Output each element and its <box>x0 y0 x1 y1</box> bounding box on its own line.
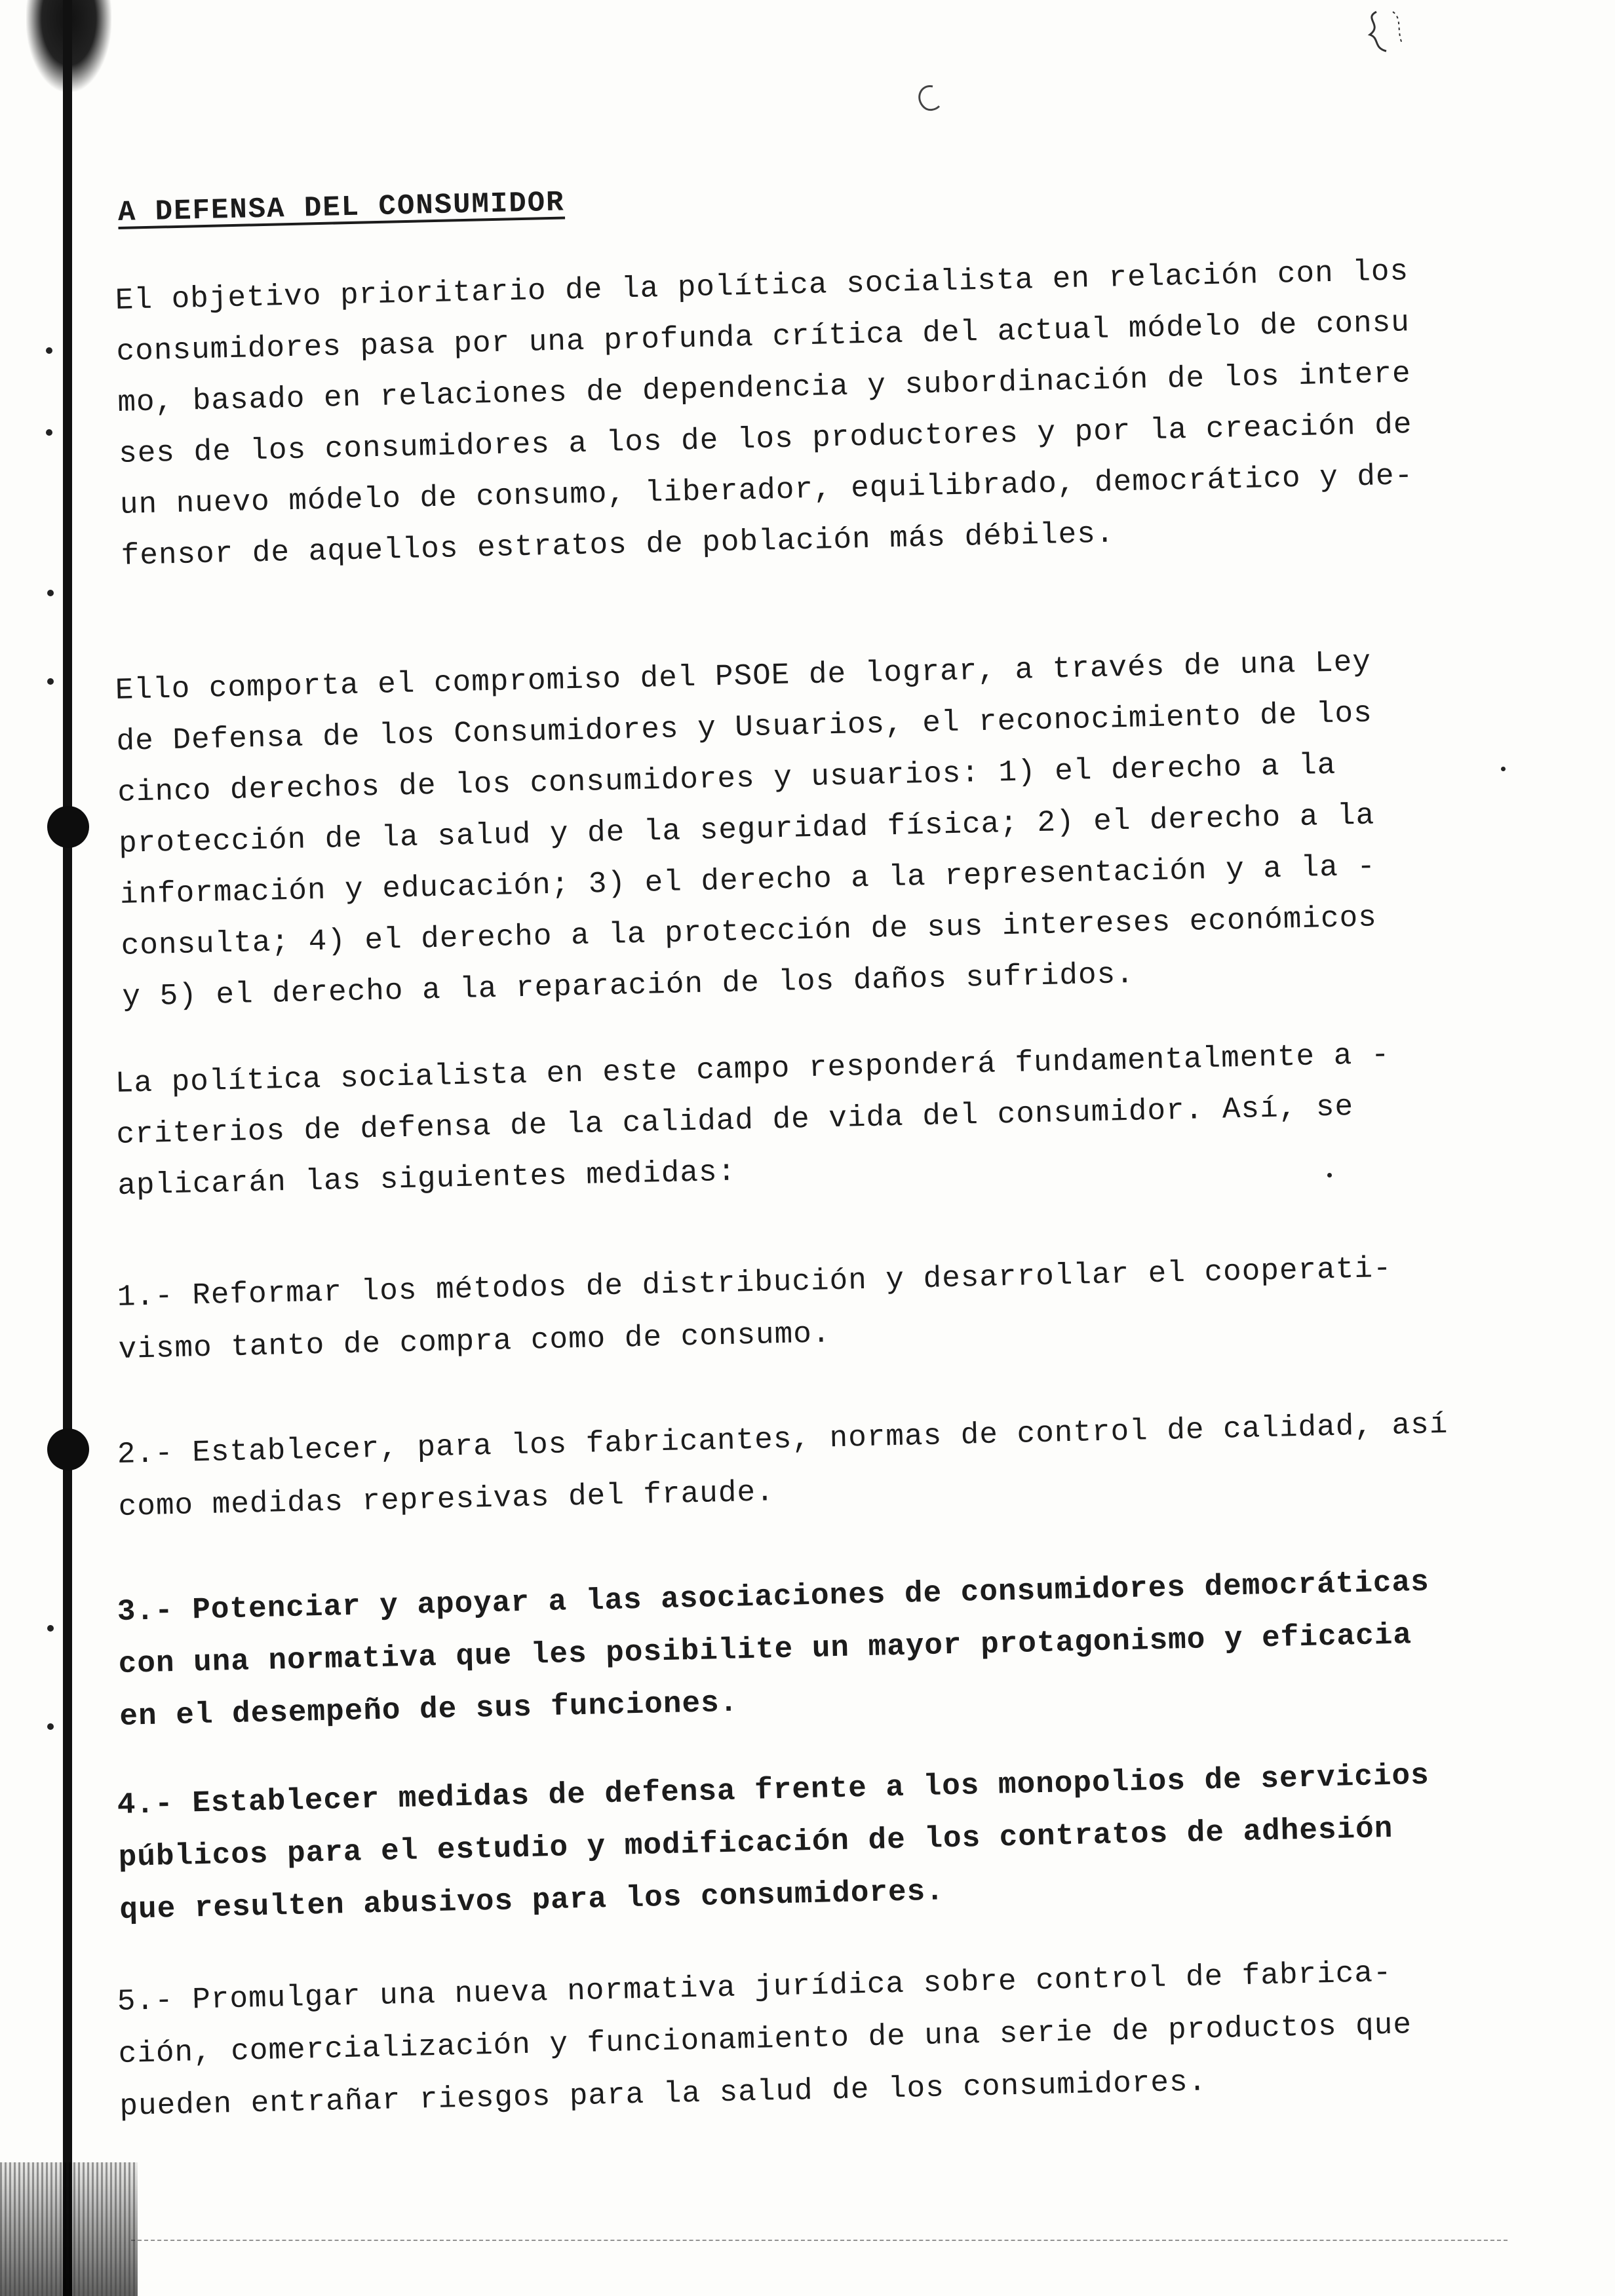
measure-line: 3.- Potenciar y apoyar a las asociaciones de consumidores democráticas <box>117 1565 1430 1629</box>
paragraph-policy <box>115 1027 1508 1212</box>
paragraph-line: La política socialista en este campo responderá fundamentalmente a - <box>115 1037 1391 1101</box>
measure-line: 2.- Establecer, para los fabricantes, normas de control de calidad, así <box>117 1407 1449 1472</box>
circle-mark-icon <box>908 79 947 118</box>
measure-line: ción, comercialización y funcionamiento de una serie de productos que <box>118 2008 1412 2071</box>
paragraph-line: consulta; 4) el derecho a la protección de sus intereses económicos <box>121 900 1378 963</box>
scan-speck <box>47 1723 54 1730</box>
bottom-scan-line <box>131 2240 1508 2241</box>
scan-speck <box>47 678 54 685</box>
binder-edge-line <box>63 0 72 2296</box>
measure-line: con una normativa que les posibilite un mayor protagonismo y eficacia <box>118 1618 1412 1681</box>
paragraph-line: un nuevo módelo de consumo, liberador, equilibrado, democrático y de- <box>119 459 1414 522</box>
measure-item-4 <box>117 1747 1529 1936</box>
document-title: A DEFENSA DEL CONSUMIDOR <box>117 186 566 229</box>
measure-line: en el desempeño de sus funciones. <box>119 1685 739 1734</box>
measure-item-3 <box>117 1554 1529 1743</box>
binder-shadow-bottom <box>0 2162 138 2296</box>
paragraph-line: cinco derechos de los consumidores y usuarios: 1) el derecho a la <box>117 748 1336 810</box>
punch-hole-upper <box>47 806 89 848</box>
scan-speck <box>47 1625 54 1632</box>
paragraph-line: mo, basado en relaciones de dependencia y subordinación de los intere <box>117 356 1412 420</box>
measure-item-2 <box>117 1396 1528 1533</box>
paragraph-line: ses de los consumidores a los de los productores y por la creación de <box>118 408 1412 471</box>
measure-item-1 <box>117 1239 1528 1376</box>
paragraph-line: aplicarán las siguientes medidas: <box>117 1155 737 1203</box>
paragraph-line: y 5) el derecho a la reparación de los daños sufridos. <box>121 957 1135 1014</box>
paragraph-line: Ello comporta el compromiso del PSOE de lograr, a través de una Ley <box>115 645 1372 708</box>
scan-speck <box>46 347 52 354</box>
paragraph-line: información y educación; 3) el derecho a la representación y a la - <box>119 849 1376 912</box>
measure-line: 1.- Reformar los métodos de distribución y desarrollar el cooperati- <box>117 1251 1393 1314</box>
measure-line: pueden entrañar riesgos para la salud de los consumidores. <box>119 2065 1207 2124</box>
measure-line: que resulten abusivos para los consumidores. <box>119 1874 945 1927</box>
measure-line: vismo tanto de compra como de consumo. <box>118 1316 832 1367</box>
measure-line: 5.- Promulgar una nueva normativa jurídica sobre control de fabrica- <box>117 1955 1393 2019</box>
scan-speck <box>46 429 52 436</box>
measure-line: públicos para el estudio y modificación de los contratos de adhesión <box>118 1811 1393 1875</box>
paragraph-line: de Defensa de los Consumidores y Usuarios, el reconocimiento de los <box>116 696 1373 759</box>
paragraph-line: criterios de defensa de la calidad de vida del consumidor. Así, se <box>116 1090 1354 1152</box>
paragraph-objective <box>115 244 1511 582</box>
paragraph-line: El objetivo prioritario de la política socialista en relación con los <box>115 254 1409 318</box>
paragraph-line: consumidores pasa por una profunda crítica del actual módelo de consu <box>116 305 1411 369</box>
paragraph-rights <box>115 634 1512 1023</box>
punch-hole-lower <box>47 1428 89 1470</box>
measure-item-5 <box>117 1943 1529 2133</box>
paragraph-line: protección de la salud y de la seguridad física; 2) el derecho a la <box>118 798 1375 861</box>
handwritten-mark-icon <box>1357 5 1409 58</box>
measure-line: 4.- Establecer medidas de defensa frente a los monopolios de servicios <box>117 1758 1430 1822</box>
measure-line: como medidas represivas del fraude. <box>118 1475 775 1524</box>
scan-speck <box>47 590 54 596</box>
paragraph-line: fensor de aquellos estratos de población más débiles. <box>121 516 1115 573</box>
